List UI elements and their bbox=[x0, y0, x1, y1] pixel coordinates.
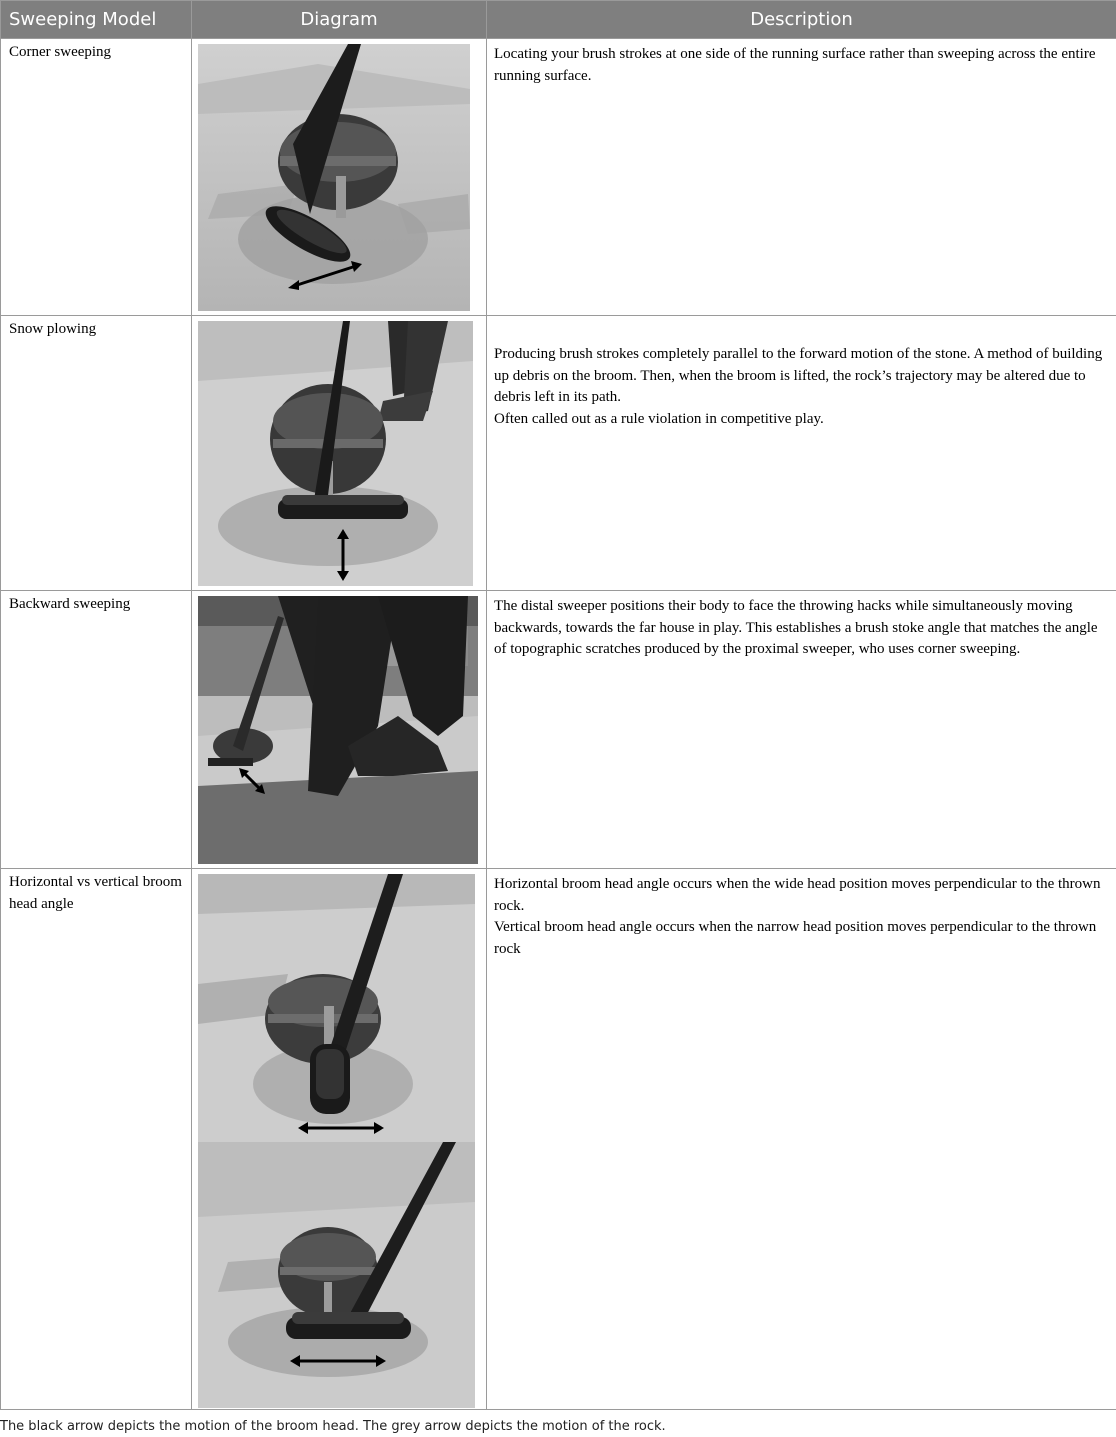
wide-head-photo bbox=[198, 1142, 475, 1408]
description-text: Often called out as a rule violation in competitive play. bbox=[494, 410, 824, 427]
table-footnote: The black arrow depicts the motion of the broom head. The grey arrow depicts the motion of the rock. bbox=[0, 1419, 666, 1434]
model-name: Corner sweeping bbox=[1, 39, 192, 316]
description-text: Vertical broom head angle occurs when the narrow head position moves perpendicular to the thrown rock bbox=[494, 919, 1097, 957]
table-row bbox=[1, 316, 1116, 591]
diagram-cell bbox=[192, 316, 487, 591]
description-text: Producing brush strokes completely parallel to the forward motion of the stone. A method of building up debris on the broom. Then, when the broom is lifted, the rock’s trajectory may be altered due to debris left in its path. bbox=[494, 346, 1103, 405]
table-row bbox=[1, 39, 1116, 316]
model-name: Horizontal vs vertical broom head angle bbox=[1, 869, 192, 1410]
table-row bbox=[1, 591, 1116, 869]
description-cell bbox=[487, 39, 1116, 316]
header-sweeping-model: Sweeping Model bbox=[1, 1, 192, 39]
snow-plowing-photo bbox=[198, 321, 473, 586]
corner-sweeping-photo bbox=[198, 44, 470, 311]
header-diagram: Diagram bbox=[192, 1, 487, 39]
description-text: Locating your brush strokes at one side of the running surface rather than sweeping across the entire running surface. bbox=[494, 46, 1096, 84]
narrow-head-photo bbox=[198, 874, 475, 1142]
model-name: Snow plowing bbox=[1, 316, 192, 591]
description-cell bbox=[487, 591, 1116, 869]
backward-sweeping-photo bbox=[198, 596, 478, 864]
diagram-cell bbox=[192, 39, 487, 316]
diagram-cell bbox=[192, 869, 487, 1410]
model-name: Backward sweeping bbox=[1, 591, 192, 869]
description-cell bbox=[487, 869, 1116, 1410]
header-description: Description bbox=[487, 1, 1116, 39]
description-cell bbox=[487, 316, 1116, 591]
description-text: The distal sweeper positions their body to face the throwing hacks while simultaneously moving backwards, towards the far house in play. This establishes a brush stoke angle that matches the angle of topographic scratches produced by the proximal sweeper, who uses corner sweeping. bbox=[494, 598, 1098, 657]
table-header-row bbox=[1, 1, 1116, 39]
diagram-cell bbox=[192, 591, 487, 869]
description-text: Horizontal broom head angle occurs when the wide head position moves perpendicular to the thrown rock. bbox=[494, 876, 1101, 914]
table-row bbox=[1, 869, 1116, 1410]
